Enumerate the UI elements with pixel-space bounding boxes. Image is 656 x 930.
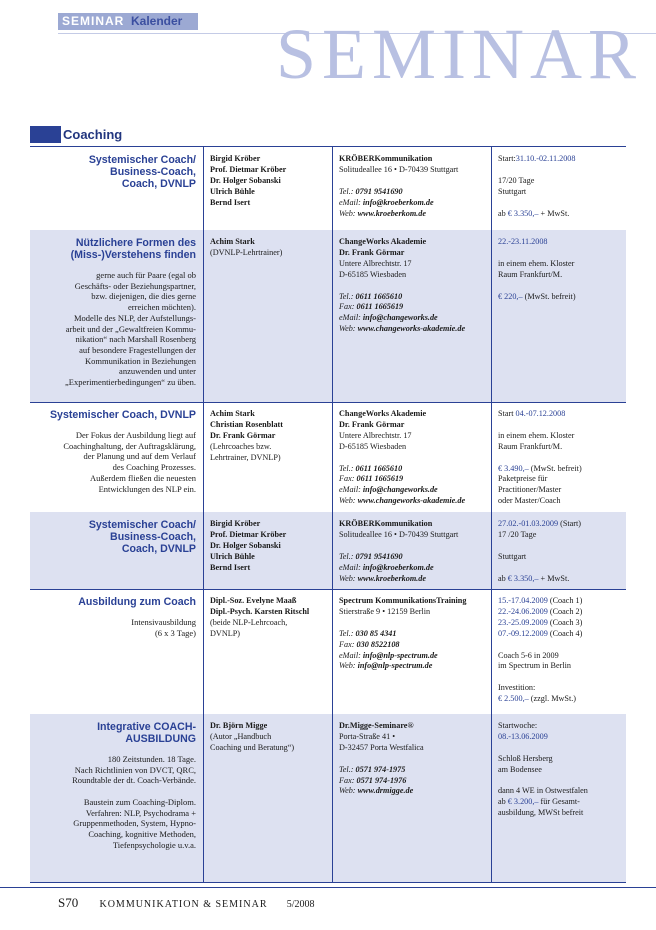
trainer-line: Bernd Isert	[210, 197, 251, 207]
date-price-highlight: 22.-23.11.2008	[498, 237, 548, 246]
contact-value: 0611 1665610	[355, 463, 403, 473]
footer-page-number: S70	[58, 895, 79, 910]
date-price-suffix: (Start)	[558, 519, 582, 528]
contact-label: Fax:	[339, 775, 355, 785]
trainer-line: Birgid Kröber	[210, 519, 261, 528]
course-description-line: nikation“ nach Marshall Rosenberg	[75, 334, 196, 345]
date-price-highlight: € 2.500,–	[498, 694, 529, 704]
organizer-line: Solitudeallee 16 • D-70439 Stuttgart	[339, 529, 459, 539]
date-price-line	[498, 237, 633, 248]
course-description-line: gerne auch für Paare (egal ob	[96, 270, 196, 280]
date-price-highlight: € 3.350,–	[507, 573, 539, 583]
contact-line	[339, 563, 493, 574]
contact-value: 0791 9541690	[355, 551, 403, 561]
course-description-line	[30, 786, 196, 797]
date-price-highlight: € 220,–	[498, 291, 523, 301]
course-description-line: Entwicklungen des NLP ein.	[98, 483, 196, 494]
course-cell	[30, 147, 196, 230]
organizer-line: D-32457 Porta Westfalica	[339, 742, 424, 752]
trainer-line: (Lehrcoaches bzw.	[210, 441, 272, 451]
contact-line	[339, 629, 493, 640]
course-description	[30, 617, 196, 638]
trainer-line: Dr. Frank Görmar	[210, 430, 276, 440]
date-price-suffix: für Gesamt-	[538, 797, 580, 807]
date-price-text: Investition:	[498, 683, 536, 693]
course-description-line: arbeit und der „Gewaltfreien Kommu-	[65, 323, 196, 334]
course-title-line: Nützlichere Formen des	[75, 237, 196, 249]
date-price-cell	[491, 589, 633, 714]
date-price-line	[498, 431, 633, 442]
date-price-line	[498, 552, 633, 563]
course-title-line: (Miss-)Verstehens finden	[70, 249, 196, 261]
contact-line	[339, 302, 493, 313]
course-description-line: 180 Zeitstunden. 18 Tage.	[107, 754, 196, 764]
date-price-highlight: € 3.350,–	[507, 208, 539, 218]
date-price-line	[498, 442, 633, 453]
contact-value: 030 85 4341	[355, 628, 397, 638]
date-price-text: Practitioner/Master	[498, 485, 562, 495]
contact-line	[339, 651, 493, 662]
trainer-line: Dr. Björn Migge	[210, 721, 268, 730]
contact-value: info@changeworks.de	[362, 485, 438, 495]
course-description-line: anzuwenden und unter	[119, 366, 196, 377]
date-price-suffix: (MwSt. befreit)	[528, 463, 582, 473]
trainer-line: Dr. Holger Sobanski	[210, 175, 281, 185]
date-price-line	[498, 248, 633, 259]
date-price-text: in einem ehem. Kloster	[498, 430, 575, 440]
date-price-suffix: (Coach 4)	[547, 628, 583, 638]
course-title	[30, 409, 196, 421]
course-title-line: Coach, DVNLP	[121, 178, 196, 190]
course-title-line: Systemischer Coach/	[88, 519, 196, 531]
contact-line	[339, 496, 493, 507]
course-title-line: AUSBILDUNG	[125, 733, 196, 745]
date-price-text: oder Master/Coach	[498, 496, 561, 506]
table-row	[30, 714, 626, 883]
header-big-title: SEMINAR	[275, 14, 642, 94]
date-price-suffix: (Coach 2)	[547, 606, 583, 616]
contact-value: 0791 9541690	[355, 186, 403, 196]
contact-label: eMail:	[339, 562, 361, 572]
trainer-line: Birgid Kröber	[210, 154, 261, 163]
course-cell	[30, 402, 196, 512]
date-price-line	[498, 776, 633, 787]
date-price-highlight: 04.-07.12.2008	[515, 409, 566, 418]
date-price-line	[498, 409, 633, 420]
course-title	[30, 154, 196, 190]
date-price-line	[498, 270, 633, 281]
date-price-cell	[491, 714, 633, 882]
contact-label: Tel.:	[339, 764, 354, 774]
date-price-line	[498, 198, 633, 209]
trainer-line: Prof. Dietmar Kröber	[210, 164, 287, 174]
course-description-line: bzw. diejenigen, die dies gerne	[91, 291, 196, 302]
date-price-highlight: 27.02.-01.03.2009	[498, 519, 559, 528]
date-price-text: ab	[498, 208, 508, 218]
contact-line	[339, 198, 493, 209]
organizer-line: Untere Albrechtstr. 17	[339, 430, 412, 440]
contact-value: 0571 974-1976	[356, 775, 407, 785]
trainer-line: Dipl.-Psych. Karsten Ritschl	[210, 606, 310, 616]
date-price-line	[498, 464, 633, 475]
trainer-cell	[203, 230, 336, 402]
trainer-line: (DVNLP-Lehrtrainer)	[210, 247, 283, 257]
date-price-text: dann 4 WE in Ostwestfalen	[498, 786, 588, 796]
date-price-line	[498, 176, 633, 187]
contact-value: 0571 974-1975	[355, 764, 406, 774]
contact-label: Tel.:	[339, 186, 354, 196]
trainer-cell	[203, 512, 336, 589]
date-price-line	[498, 259, 633, 270]
course-description-line: Baustein zum Coaching-Diplom.	[83, 796, 196, 807]
section-marker	[30, 126, 61, 143]
organizer-line: Dr.Migge-Seminare®	[339, 721, 414, 730]
trainer-line: DVNLP)	[210, 628, 241, 638]
date-price-text: am Bodensee	[498, 764, 542, 774]
contact-label: eMail:	[339, 650, 361, 660]
course-description-line: Coachinghaltung, der Auftragsklärung,	[63, 440, 196, 451]
date-price-line	[498, 754, 633, 765]
date-price-suffix: + MwSt.	[538, 573, 570, 583]
date-price-text: 17 /20 Tage	[498, 529, 537, 539]
date-price-text: 17/20 Tage	[498, 175, 535, 185]
contact-label: Tel.:	[339, 551, 354, 561]
trainer-cell	[203, 589, 336, 714]
date-price-line	[498, 165, 633, 176]
contact-label: Web:	[339, 496, 356, 506]
date-price-line	[498, 281, 633, 292]
date-price-text: Paketpreise für	[498, 474, 548, 484]
organizer-line: Dr. Frank Görmar	[339, 419, 405, 429]
date-price-line	[498, 187, 633, 198]
course-description-line: Roundtable der dt. Coach-Verbände.	[72, 775, 196, 786]
course-title-line: Integrative COACH-	[97, 721, 196, 733]
trainer-line: Lehrtrainer, DVNLP)	[210, 452, 281, 462]
footer	[58, 895, 315, 911]
date-price-line	[498, 292, 633, 303]
course-description-line: des Coaching Prozesses.	[112, 462, 196, 473]
contact-value: 0611 1665610	[355, 291, 403, 301]
date-price-line	[498, 563, 633, 574]
contact-label: eMail:	[339, 313, 361, 323]
organizer-cell	[332, 147, 493, 230]
date-price-cell	[491, 402, 633, 512]
course-description-line: auf besondere Fragestellungen der	[79, 344, 196, 355]
date-price-line	[498, 672, 633, 683]
course-title-line: Business-Coach,	[110, 531, 196, 543]
course-title-line: Coach, DVNLP	[121, 543, 196, 555]
table-row	[30, 230, 626, 403]
contact-line	[339, 313, 493, 324]
date-price-line	[498, 420, 633, 431]
table-row	[30, 147, 626, 231]
date-price-suffix: + MwSt.	[538, 208, 570, 218]
course-description-line: Außerdem fließen die neuesten	[90, 472, 196, 483]
date-price-text: Startwoche:	[498, 721, 538, 730]
contact-label: Tel.:	[339, 463, 354, 473]
contact-line	[339, 661, 493, 672]
date-price-suffix: (zzgl. MwSt.)	[528, 694, 577, 704]
trainer-line: Ulrich Bühle	[210, 186, 255, 196]
contact-line	[339, 786, 493, 797]
date-price-line	[498, 797, 633, 808]
contact-line	[339, 464, 493, 475]
organizer-line: Dr. Frank Görmar	[339, 247, 405, 257]
contact-value: info@kroeberkom.de	[362, 197, 434, 207]
contact-line	[339, 552, 493, 563]
course-description-line: Der Fokus der Ausbildung liegt auf	[75, 430, 196, 440]
organizer-line: Spectrum KommunikationsTraining	[339, 596, 467, 605]
trainer-line: Bernd Isert	[210, 562, 251, 572]
course-description-line: Intensivausbildung	[131, 617, 196, 627]
date-price-highlight: 15.-17.04.2009	[498, 596, 548, 605]
date-price-text: in einem ehem. Kloster	[498, 258, 575, 268]
date-price-text: ausbildung, MWSt befreit	[498, 808, 584, 818]
contact-label: Web:	[339, 661, 356, 671]
date-price-text: Coach 5-6 in 2009	[498, 650, 559, 660]
date-price-line	[498, 607, 633, 618]
course-description-line: „Experimentierbedingungen“ zu üben.	[65, 377, 196, 388]
course-description	[30, 754, 196, 850]
course-description	[30, 270, 196, 388]
date-price-text: Start	[498, 409, 516, 418]
organizer-line: Porta-Straße 41 •	[339, 731, 396, 741]
course-description	[30, 430, 196, 494]
date-price-line	[498, 519, 633, 530]
course-title-line: Ausbildung zum Coach	[78, 596, 196, 608]
course-description-line: Gruppenmethoden, System, Hypno-	[73, 818, 196, 829]
trainer-cell	[203, 714, 336, 882]
date-price-line	[498, 629, 633, 640]
contact-label: Tel.:	[339, 291, 354, 301]
footer-issue: 5/2008	[286, 899, 315, 910]
contact-label: eMail:	[339, 197, 361, 207]
course-title	[30, 721, 196, 745]
contact-line	[339, 765, 493, 776]
contact-value: www.kroeberkom.de	[357, 573, 426, 583]
course-title	[30, 519, 196, 555]
course-description-line: Kommunikation in Beziehungen	[85, 355, 196, 366]
date-price-text: im Spectrum in Berlin	[498, 661, 571, 671]
course-description-line: der Planung und auf dem Verlauf	[83, 451, 196, 462]
course-description-line: Verfahren: NLP, Psychodrama +	[85, 807, 196, 818]
contact-value: info@changeworks.de	[362, 313, 438, 323]
course-title	[30, 596, 196, 608]
header-tag-kalender: Kalender	[131, 14, 183, 28]
contact-line	[339, 209, 493, 220]
date-price-cell	[491, 147, 633, 230]
course-cell	[30, 230, 196, 402]
table-row	[30, 512, 626, 590]
date-price-line	[498, 765, 633, 776]
date-price-line	[498, 154, 633, 165]
date-price-text: ab	[498, 573, 508, 583]
course-title-line: Business-Coach,	[110, 166, 196, 178]
trainer-cell	[203, 147, 336, 230]
organizer-line: D-65185 Wiesbaden	[339, 269, 407, 279]
date-price-line	[498, 808, 633, 819]
course-title	[30, 237, 196, 261]
contact-label: Tel.:	[339, 628, 354, 638]
trainer-cell	[203, 402, 336, 512]
contact-label: Web:	[339, 324, 356, 334]
contact-label: Web:	[339, 786, 356, 796]
contact-line	[339, 574, 493, 585]
date-price-text: Raum Frankfurt/M.	[498, 441, 563, 451]
course-cell	[30, 512, 196, 589]
trainer-line: Achim Stark	[210, 237, 255, 246]
course-description-line: Coaching, kognitive Methoden,	[88, 828, 196, 839]
organizer-cell	[332, 512, 493, 589]
date-price-line	[498, 474, 633, 485]
date-price-text: Schloß Hersberg	[498, 753, 553, 763]
trainer-line: Christian Rosenblatt	[210, 419, 284, 429]
footer-rule	[0, 887, 656, 888]
course-description-line: Tiefenpsychologie u.v.a.	[112, 839, 196, 850]
contact-value: www.drmigge.de	[357, 786, 414, 796]
date-price-highlight: 08.-13.06.2009	[498, 731, 548, 741]
contact-label: Web:	[339, 573, 356, 583]
contact-label: Fax:	[339, 639, 355, 649]
contact-value: www.changeworks-akademie.de	[357, 496, 466, 506]
date-price-line	[498, 530, 633, 541]
date-price-text: ab	[498, 797, 508, 807]
date-price-line	[498, 496, 633, 507]
contact-line	[339, 776, 493, 787]
trainer-line: Prof. Dietmar Kröber	[210, 529, 287, 539]
course-description-line: Nach Richtlinien von DVCT, QRC,	[74, 764, 196, 775]
organizer-line: ChangeWorks Akademie	[339, 409, 427, 418]
contact-value: info@nlp-spectrum.de	[362, 650, 438, 660]
date-price-line	[498, 743, 633, 754]
contact-label: eMail:	[339, 485, 361, 495]
organizer-cell	[332, 402, 493, 512]
table-row	[30, 402, 626, 513]
course-title-line: Systemischer Coach, DVNLP	[49, 409, 196, 421]
contact-value: info@kroeberkom.de	[362, 562, 434, 572]
course-description-line: (6 x 3 Tage)	[154, 627, 196, 638]
date-price-highlight: € 3.490,–	[498, 463, 529, 473]
date-price-suffix: (Coach 3)	[547, 617, 583, 627]
trainer-line: Achim Stark	[210, 409, 255, 418]
trainer-line: (beide NLP-Lehrcoach,	[210, 617, 288, 627]
date-price-line	[498, 786, 633, 797]
trainer-line: Dipl.-Soz. Evelyne Maaß	[210, 596, 297, 605]
date-price-line	[498, 651, 633, 662]
date-price-highlight: 07.-09.12.2009	[498, 628, 548, 638]
organizer-cell	[332, 714, 493, 882]
organizer-line: ChangeWorks Akademie	[339, 237, 427, 246]
contact-line	[339, 292, 493, 303]
trainer-line: Coaching und Beratung“)	[210, 742, 295, 752]
organizer-line: Solitudeallee 16 • D-70439 Stuttgart	[339, 164, 459, 174]
contact-label: Fax:	[339, 302, 355, 312]
date-price-highlight: 22.-24.06.2009	[498, 606, 548, 616]
course-description-line: Modelle des NLP, der Aufstellungs-	[73, 312, 196, 323]
organizer-line: D-65185 Wiesbaden	[339, 441, 407, 451]
date-price-line	[498, 596, 633, 607]
contact-value: 0611 1665619	[356, 302, 404, 312]
contact-line	[339, 640, 493, 651]
course-cell	[30, 714, 196, 882]
organizer-cell	[332, 230, 493, 402]
course-cell	[30, 589, 196, 714]
trainer-line: Dr. Holger Sobanski	[210, 540, 281, 550]
date-price-text: Start:	[498, 154, 516, 163]
organizer-line: KRÖBERKommunikation	[339, 519, 433, 528]
contact-value: 030 8522108	[356, 639, 400, 649]
date-price-highlight: 31.10.-02.11.2008	[515, 154, 576, 163]
contact-line	[339, 324, 493, 335]
contact-value: www.kroeberkom.de	[357, 208, 426, 218]
date-price-line	[498, 683, 633, 694]
date-price-line	[498, 694, 633, 705]
section-title: Coaching	[63, 127, 123, 142]
date-price-line	[498, 209, 633, 220]
contact-value: info@nlp-spectrum.de	[357, 661, 433, 671]
header-tag-seminar: SEMINAR	[62, 14, 125, 28]
date-price-text: Stuttgart	[498, 551, 527, 561]
contact-label: Fax:	[339, 474, 355, 484]
date-price-text: Raum Frankfurt/M.	[498, 269, 563, 279]
course-title-line: Systemischer Coach/	[88, 154, 196, 166]
date-price-cell	[491, 230, 633, 402]
course-description-line: erreichen möchten).	[128, 302, 196, 313]
date-price-line	[498, 453, 633, 464]
contact-value: 0611 1665619	[356, 474, 404, 484]
organizer-line: Stierstraße 9 • 12159 Berlin	[339, 606, 431, 616]
date-price-line	[498, 661, 633, 672]
course-description-line: Geschäfts- oder Beziehungspartner,	[74, 280, 196, 291]
organizer-line: KRÖBERKommunikation	[339, 154, 433, 163]
date-price-highlight: 23.-25.09.2009	[498, 617, 548, 627]
date-price-suffix: (MwSt. befreit)	[522, 291, 576, 301]
contact-value: www.changeworks-akademie.de	[357, 324, 466, 334]
date-price-line	[498, 574, 633, 585]
table-row	[30, 589, 626, 715]
date-price-line	[498, 541, 633, 552]
organizer-line: Untere Albrechtstr. 17	[339, 258, 412, 268]
contact-label: Web:	[339, 208, 356, 218]
contact-line	[339, 474, 493, 485]
trainer-line: (Autor „Handbuch	[210, 731, 272, 741]
date-price-line	[498, 732, 633, 743]
date-price-line	[498, 618, 633, 629]
organizer-cell	[332, 589, 493, 714]
date-price-cell	[491, 512, 633, 589]
date-price-line	[498, 485, 633, 496]
footer-magazine: KOMMUNIKATION & SEMINAR	[99, 899, 268, 910]
date-price-line	[498, 721, 633, 732]
contact-line	[339, 485, 493, 496]
date-price-highlight: € 3.200,–	[507, 797, 539, 807]
date-price-line	[498, 640, 633, 651]
contact-line	[339, 187, 493, 198]
date-price-text: Stuttgart	[498, 186, 527, 196]
trainer-line: Ulrich Bühle	[210, 551, 255, 561]
date-price-suffix: (Coach 1)	[547, 596, 583, 605]
